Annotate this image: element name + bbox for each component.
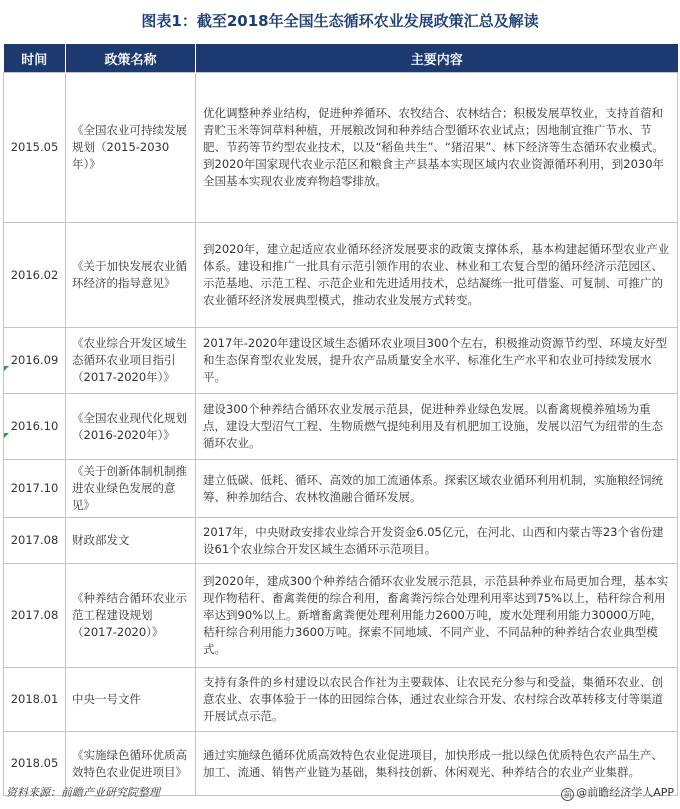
row-content: 建立低碳、低耗、循环、高效的加工流通体系。探索区域农业循环利用机制，实施粮经饲统筹、种养加结合、农林牧渔融合循环发展。 [196,460,678,518]
row-content: 到2020年，建立起适应农业循环经济发展要求的政策支撑体系，基本构建起循环型农业产业体系。建设和推广一批具有示范引领作用的农业、林业和工农复合型的循环经济示范园区、示范基地、示范工程、示范企业和先进适用技术，总结凝练一批可借鉴、可复制、可推广的农业循环经济发展典型模式，推动农业发展方式转变。 [196,223,678,328]
table-row [4,223,678,328]
table-row [4,328,678,394]
row-date: 2018.05 [4,732,66,796]
corner-mark-icon [4,433,9,438]
row-content: 2017年，中央财政安排农业综合开发资金6.05亿元，在河北、山西和内蒙古等23个省份建设61个农业综合开发区域生态循环示范项目。 [196,518,678,564]
row-policy-name: 《全国农业可持续发展规划（2015-2030年）》 [66,73,196,223]
header-time: 时间 [4,44,66,73]
row-content: 支持有条件的乡村建设以农民合作社为主要载体、让农民充分参与和受益，集循环农业、创意农业、农事体验于一体的田园综合体，通过农业综合开发、农村综合改革转移支付等渠道开展试点示范。 [196,668,678,732]
header-policy-name: 政策名称 [66,44,196,73]
row-date: 2016.02 [4,223,66,328]
table-row [4,564,678,668]
page-title: 图表1：截至2018年全国生态循环农业发展政策汇总及解读 [141,12,539,30]
row-date: 2017.08 [4,518,66,564]
table-row [4,73,678,223]
row-policy-name: 财政部发文 [66,518,196,564]
table-row [4,518,678,564]
brand-text: @前瞻经济学人APP [576,786,674,799]
row-content: 优化调整种养业结构，促进种养循环、农牧结合、农林结合；积极发展草牧业，支持首蓿和青贮玉米等饲草料种植，开展粮改饲和种养结合型循环农业试点；因地制宜推广节水、节肥、节药等节约型农业技术，以及“稻鱼共生”、“猪沼果”、林下经济等生态循环农业模式。到2020年国家现代农业示范区和粮食主产县基本实现区域内农业资源循环利用，到2030年全国基本实现农业废弃物趋零排放。 [196,73,678,223]
policy-table [3,44,678,796]
row-policy-name: 《关于加快发展农业循环经济的指导意见》 [66,223,196,328]
row-policy-name: 《农业综合开发区域生态循环农业项目指引（2017-2020年）》 [66,328,196,394]
row-content: 到2020年，建成300个种养结合循环农业发展示范县，示范县种养业布局更加合理，基本实现作物秸秆、畜禽粪便的综合利用，畜禽粪污综合处理利用率达到75%以上，秸秆综合利用率达到90%以上。新增畜禽粪便处理利用能力2600万吨，废水处理利用能力30000万吨，秸秆综合利用能力3600万吨。探索不同地域、不同产业、不同品种的种养结合农业典型模式。 [196,564,678,668]
row-policy-name: 《全国农业现代化规划（2016-2020年）》 [66,394,196,460]
row-date: 2016.09 [4,328,66,394]
row-content: 通过实施绿色循环优质高效特色农业促进项目，加快形成一批以绿色优质特色农产品生产、加工、流通、销售产业链为基础，集科技创新、休闲观光、种养结合的农业产业集群。 [196,732,678,796]
header-main-content: 主要内容 [196,44,678,73]
table-row [4,394,678,460]
corner-mark-icon [4,366,9,371]
row-date: 2017.10 [4,460,66,518]
table-header-row [4,44,678,73]
row-policy-name: 《种养结合循环农业示范工程建设规划（2017-2020）》 [66,564,196,668]
row-policy-name: 中央一号文件 [66,668,196,732]
qianzhan-logo-icon: 前 [561,788,574,801]
row-date: 2018.01 [4,668,66,732]
row-date: 2017.08 [4,564,66,668]
table-row [4,668,678,732]
row-date: 2016.10 [4,394,66,460]
table-row [4,460,678,518]
row-content: 建设300个种养结合循环农业发展示范县，促进种养业绿色发展。以畜禽规模养殖场为重点，建设大型沼气工程、生物质燃气提纯利用及有机肥加工设施，发展以沼气为纽带的生态循环农业。 [196,394,678,460]
brand-credit [561,784,674,801]
row-policy-name: 《实施绿色循环优质高效特色农业促进项目》 [66,732,196,796]
row-date: 2015.05 [4,73,66,223]
row-content: 2017年-2020年建设区域生态循环农业项目300个左右，积极推动资源节约型、环境友好型和生态保育型农业发展，提升农产品质量安全水平、标准化生产水平和农业可持续发展水平。 [196,328,678,394]
source-note: 资料来源：前瞻产业研究院整理 [6,786,160,799]
row-policy-name: 《关于创新体制机制推进农业绿色发展的意见》 [66,460,196,518]
